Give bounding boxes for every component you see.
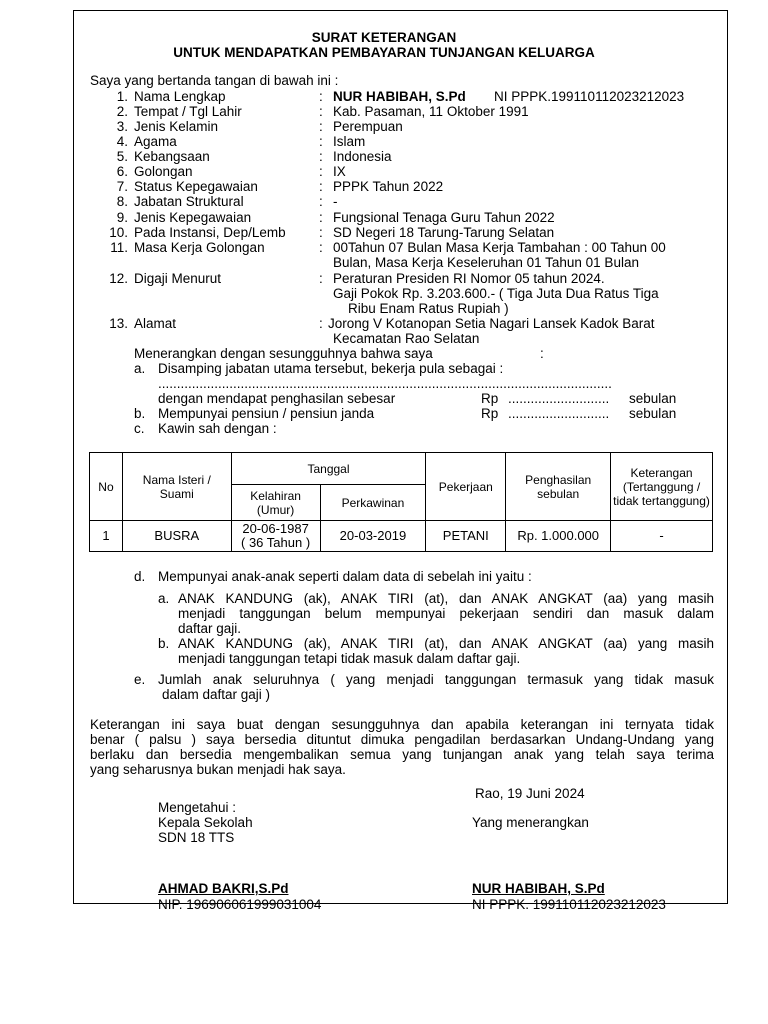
field-number: 11. xyxy=(110,240,128,255)
field-number: 13. xyxy=(109,316,128,331)
field-colon: : xyxy=(319,149,323,164)
header-job: Pekerjaan xyxy=(426,453,506,521)
header-date: Tanggal xyxy=(231,453,426,485)
field-value: SD Negeri 18 Tarung-Tarung Selatan xyxy=(333,225,555,240)
children-b-line: menjadi tanggungan tetapi tidak masuk dalam daftar gaji. xyxy=(178,651,521,666)
field-colon: : xyxy=(319,119,323,134)
amount-dots: ........................... xyxy=(508,391,610,406)
field-number: 7. xyxy=(116,179,128,194)
declaration-colon: : xyxy=(540,346,544,361)
spouse-table xyxy=(89,452,713,552)
right-signer-name: NUR HABIBAH, S.Pd xyxy=(472,881,605,896)
row-note: - xyxy=(611,521,713,552)
field-number: 9. xyxy=(116,210,128,225)
statement-line: Keterangan ini saya buat dengan sesungguhnya dan apabila keterangan ini ternyata tidak xyxy=(90,717,714,732)
left-signer-title: Mengetahui : xyxy=(158,800,237,815)
pension-text: Mempunyai pensiun / pensiun janda xyxy=(158,406,375,421)
field-number: 12. xyxy=(109,271,128,286)
field-colon: : xyxy=(319,316,323,331)
amount-dots: ........................... xyxy=(508,406,610,421)
row-income: Rp. 1.000.000 xyxy=(506,521,611,552)
header-name: Nama Isteri / Suami xyxy=(122,453,231,521)
currency-label: Rp xyxy=(481,406,499,421)
field-value: Peraturan Presiden RI Nomor 05 tahun 2024. xyxy=(333,271,605,286)
field-value-continued: Ribu Enam Ratus Rupiah ) xyxy=(348,301,509,316)
field-value-name: NUR HABIBAH, S.Pd xyxy=(333,89,466,104)
field-label: Pada Instansi, Dep/Lemb xyxy=(134,225,286,240)
row-birth-date: 20-06-1987 xyxy=(242,521,309,536)
item-letter: a. xyxy=(134,361,146,376)
field-label: Jenis Kepegawaian xyxy=(134,210,252,225)
item-letter: a. xyxy=(158,591,170,606)
field-number: 5. xyxy=(116,149,128,164)
field-number: 10. xyxy=(109,225,128,240)
field-value-continued: Bulan, Masa Kerja Keseleruhan 01 Tahun 01 Bulan xyxy=(333,255,639,270)
header-birth: Kelahiran (Umur) xyxy=(231,485,320,521)
header-income: Penghasilan sebulan xyxy=(506,453,611,521)
field-label: Alamat xyxy=(134,316,177,331)
field-number: 6. xyxy=(116,164,128,179)
statement-line: berlaku dan bersedia mengembalikan semua yang tunjangan anak yang telah saya terima xyxy=(90,747,714,762)
field-label: Nama Lengkap xyxy=(134,89,226,104)
field-colon: : xyxy=(319,271,323,286)
field-colon: : xyxy=(319,104,323,119)
item-letter: b. xyxy=(134,406,146,421)
field-value-nip: NI PPPK.199110112023212023 xyxy=(494,89,685,104)
field-value: Jorong V Kotanopan Setia Nagari Lansek Kadok Barat xyxy=(328,316,655,331)
field-value: PPPK Tahun 2022 xyxy=(333,179,444,194)
row-marriage: 20-03-2019 xyxy=(320,521,426,552)
field-colon: : xyxy=(319,179,323,194)
table-row xyxy=(90,521,713,552)
children-text: Mempunyai anak-anak seperti dalam data di sebelah ini yaitu : xyxy=(158,569,532,584)
document-subtitle: UNTUK MENDAPATKAN PEMBAYARAN TUNJANGAN KELUARGA xyxy=(173,45,595,60)
field-colon: : xyxy=(319,210,323,225)
field-label: Golongan xyxy=(134,164,193,179)
field-colon: : xyxy=(319,194,323,209)
field-label: Tempat / Tgl Lahir xyxy=(134,104,242,119)
side-income-text: dengan mendapat penghasilan sebesar xyxy=(158,391,396,406)
place-date: Rao, 19 Juni 2024 xyxy=(475,786,585,801)
intro-text: Saya yang bertanda tangan di bawah ini : xyxy=(90,73,339,88)
field-colon: : xyxy=(319,134,323,149)
field-label: Jenis Kelamin xyxy=(134,119,219,134)
field-label: Status Kepegawaian xyxy=(134,179,258,194)
per-month-label: sebulan xyxy=(629,406,677,421)
item-letter: c. xyxy=(134,421,145,436)
field-number: 4. xyxy=(116,134,128,149)
declaration-heading: Menerangkan dengan sesungguhnya bahwa saya xyxy=(134,346,433,361)
children-a-line: daftar gaji. xyxy=(178,621,242,636)
field-value: - xyxy=(333,194,338,209)
field-label: Agama xyxy=(134,134,177,149)
field-value: IX xyxy=(333,164,346,179)
left-signer-position: Kepala Sekolah xyxy=(158,815,253,830)
document-title: SURAT KETERANGAN xyxy=(311,30,457,45)
field-value: Perempuan xyxy=(333,119,403,134)
field-value: Fungsional Tenaga Guru Tahun 2022 xyxy=(333,210,555,225)
per-month-label: sebulan xyxy=(629,391,677,406)
field-value: Kab. Pasaman, 11 Oktober 1991 xyxy=(333,104,529,119)
field-value: 00Tahun 07 Bulan Masa Kerja Tambahan : 00 Tahun 00 xyxy=(333,240,666,255)
field-value-continued: Kecamatan Rao Selatan xyxy=(333,331,480,346)
field-number: 8. xyxy=(116,194,128,209)
field-label: Kebangsaan xyxy=(134,149,210,164)
field-colon: : xyxy=(319,164,323,179)
row-name: BUSRA xyxy=(122,521,231,552)
married-text: Kawin sah dengan : xyxy=(158,421,277,436)
row-birth xyxy=(231,521,320,552)
field-label: Masa Kerja Golongan xyxy=(134,240,265,255)
field-label: Jabatan Struktural xyxy=(134,194,244,209)
statement-line: yang seharusnya bukan menjadi hak saya. xyxy=(90,762,346,777)
item-letter: e. xyxy=(134,672,146,687)
left-signer-school: SDN 18 TTS xyxy=(158,830,235,845)
field-number: 3. xyxy=(116,119,128,134)
children-a-line: menjadi tanggungan belum mempunyai pekerjaan sendiri dan masuk dalam xyxy=(178,606,714,621)
children-a-line: ANAK KANDUNG (ak), ANAK TIRI (at), dan ANAK ANGKAT (aa) yang masih xyxy=(178,591,714,606)
header-note: Keterangan (Tertanggung / tidak tertanggung) xyxy=(611,453,713,521)
field-colon: : xyxy=(319,225,323,240)
statement-line: benar ( palsu ) saya bersedia dituntut dimuka pengadilan berdasarkan Undang-Undang yang xyxy=(90,732,714,747)
side-job-dots: ......................................................................................................................... xyxy=(158,376,612,391)
row-no: 1 xyxy=(90,521,123,552)
field-value: Islam xyxy=(333,134,366,149)
left-signer-name: AHMAD BAKRI,S.Pd xyxy=(158,881,289,896)
field-value: Indonesia xyxy=(333,149,392,164)
field-colon: : xyxy=(319,89,323,104)
row-age: ( 36 Tahun ) xyxy=(241,535,311,550)
children-total-line: dalam daftar gaji ) xyxy=(162,687,271,702)
field-number: 2. xyxy=(116,104,128,119)
children-b-line: ANAK KANDUNG (ak), ANAK TIRI (at), dan ANAK ANGKAT (aa) yang masih xyxy=(178,636,714,651)
left-signer-nip: NIP. 196906061999031004 xyxy=(158,897,322,912)
right-signer-nip: NI PPPK. 199110112023212023 xyxy=(472,897,666,912)
side-job-text: Disamping jabatan utama tersebut, bekerja pula sebagai : xyxy=(158,361,504,376)
item-letter: b. xyxy=(158,636,170,651)
children-total-line: Jumlah anak seluruhnya ( yang menjadi tanggungan termasuk yang tidak masuk xyxy=(158,672,714,687)
field-number: 1. xyxy=(116,89,128,104)
field-label: Digaji Menurut xyxy=(134,271,222,286)
row-job: PETANI xyxy=(426,521,506,552)
header-marriage: Perkawinan xyxy=(320,485,426,521)
field-value-continued: Gaji Pokok Rp. 3.203.600.- ( Tiga Juta Dua Ratus Tiga xyxy=(333,286,659,301)
field-colon: : xyxy=(319,240,323,255)
currency-label: Rp xyxy=(481,391,499,406)
header-no: No xyxy=(90,453,123,521)
right-signer-title: Yang menerangkan xyxy=(472,815,589,830)
item-letter: d. xyxy=(134,569,146,584)
